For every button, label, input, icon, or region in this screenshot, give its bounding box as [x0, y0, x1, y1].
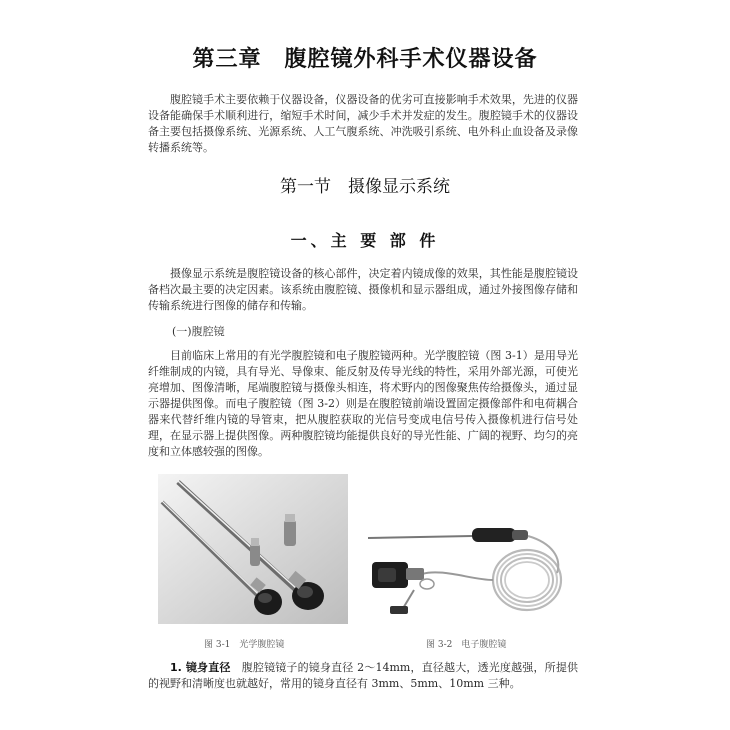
scope-diameter-text: 腹腔镜镜子的镜身直径 2～14mm，直径越大，透光度越强，所提供的视野和清晰度也就越好，常用的镜身直径有 3mm、5mm、10mm 三种。	[148, 661, 578, 690]
subsection-title: 一、主 要 部 件	[290, 231, 440, 250]
electronic-laparoscope-image	[362, 518, 572, 628]
optical-laparoscope-image	[158, 474, 348, 624]
paragraph-system-overview: 摄像显示系统是腹腔镜设备的核心部件，决定着内镜成像的效果，其性能是腹腔镜设备档次最主要的决定因素。该系统由腹腔镜、摄像机和显示器组成，通过外接图像存储和传输系统进行图像的储存和传输。	[148, 267, 578, 312]
figure-caption-3-2: 图 3-2 电子腹腔镜	[426, 640, 507, 650]
figure-electronic-laparoscope	[362, 518, 572, 628]
paragraph-laparoscope-types: 目前临床上常用的有光学腹腔镜和电子腹腔镜两种。光学腹腔镜（图 3-1）是用导光纤维制成的内镜，具有导光、导像束、能反射及传导光线的特性，采用外部光源，可使光亮增加、图像清晰，尾端腹腔镜与摄像头相连，将术野内的图像聚焦传给摄像头，通过显示器提供图像。而电子腹腔镜（图 3-2）则是在腹腔镜前端设置固定摄像部件和电荷耦合器来代替纤维内镜的导管束，把从腹腔获取的光信号变成电信号传入摄像机进行信号处理，在显示器上提供图像。两种腹腔镜均能提供良好的导光性能、广阔的视野、均匀的亮度和立体感较强的图像。	[148, 349, 578, 458]
figure-caption-3-1: 图 3-1 光学腹腔镜	[204, 640, 285, 650]
item-heading-laparoscope: (一)腹腔镜	[172, 325, 225, 338]
section-title: 第一节 摄像显示系统	[280, 177, 450, 197]
paragraph-scope-diameter	[148, 660, 578, 692]
figure-optical-laparoscope	[158, 474, 348, 624]
intro-paragraph: 腹腔镜手术主要依赖于仪器设备，仪器设备的优劣可直接影响手术效果，先进的仪器设备能确保手术顺利进行，缩短手术时间，减少手术并发症的发生。腹腔镜手术的仪器设备主要包括摄像系统、光源系统、人工气腹系统、冲洗吸引系统、电外科止血设备及录像转播系统等。	[148, 93, 578, 154]
chapter-title: 第三章 腹腔镜外科手术仪器设备	[192, 47, 538, 72]
scope-diameter-lead: 1. 镜身直径	[170, 661, 231, 674]
